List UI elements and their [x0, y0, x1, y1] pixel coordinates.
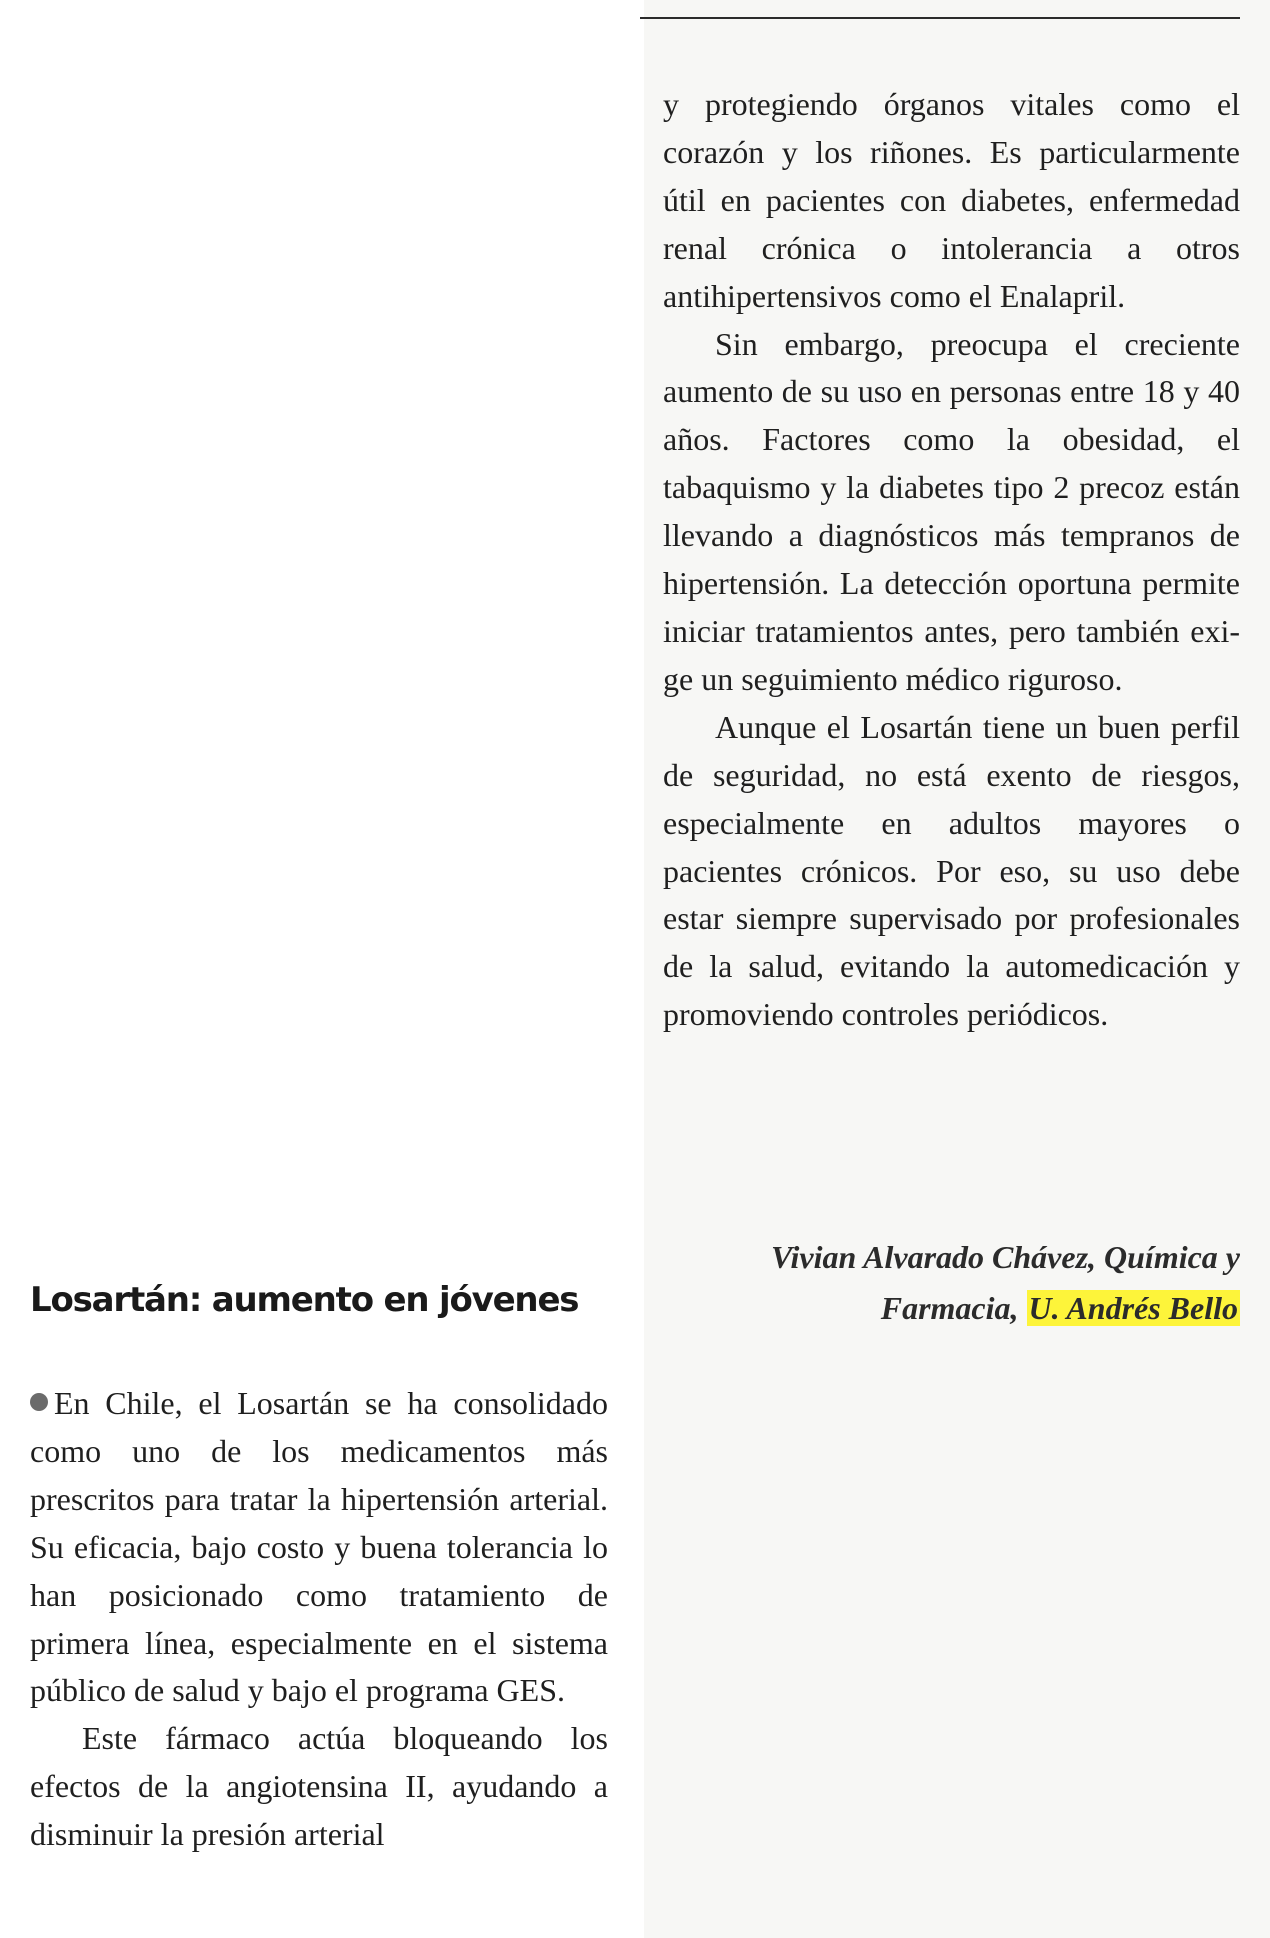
- signature-line-affiliation: [663, 1283, 1240, 1334]
- bullet-icon: [30, 1393, 48, 1411]
- lead-paragraph-text: En Chile, el Losartán se ha consolidado como uno de los medicamentos más prescritos para tratar la hipertensión arterial. Su eficacia, bajo costo y buena tolerancia lo han posicionado como tratamiento de primera línea, especialmente en el sistema público de salud y bajo el programa GES.: [30, 1385, 608, 1709]
- body-paragraph: Este fármaco actúa bloqueando los efectos de la angiotensina II, ayudando a disminuir la presión arterial: [30, 1720, 608, 1853]
- body-paragraph-continuation: y protegiendo órganos vitales como el corazón y los riñones. Es particularmente útil en pacientes con diabetes, enfermedad renal crónica o intolerancia a otros antihipertensivos como el Enalapril.: [663, 86, 1240, 314]
- article-body-left-column: [30, 1380, 608, 1859]
- article-body-right-column: [663, 81, 1240, 1039]
- top-divider-rule: [640, 17, 1240, 19]
- lead-paragraph: [30, 1380, 608, 1715]
- body-paragraph: Aunque el Losartán tiene un buen perfil de seguridad, no está exento de riesgos, especialmente en adultos mayores o pacientes crónicos. Por eso, su uso debe estar siempre supervisado por profesionales de la salud, evitando la automedicación y promoviendo controles periódicos.: [663, 708, 1240, 1033]
- author-signature: [663, 1232, 1240, 1334]
- body-paragraph: Sin embargo, preocupa el creciente aumento de su uso en personas entre 18 y 40 años. Factores como la obesidad, el tabaquismo y la diabetes tipo 2 precoz están llevando a diagnósticos más tempranos de hipertensión. La detección oportuna permite iniciar tratamientos antes, pero también exige un seguimiento médico riguroso.: [663, 325, 1240, 697]
- highlighted-institution: U. Andrés Bello: [1028, 1290, 1238, 1326]
- article-headline: Losartán: aumento en jóvenes: [30, 1280, 579, 1320]
- signature-affiliation-prefix: Farmacia,: [880, 1290, 1027, 1326]
- signature-line-author: Vivian Alvarado Chávez, Química y: [770, 1239, 1240, 1275]
